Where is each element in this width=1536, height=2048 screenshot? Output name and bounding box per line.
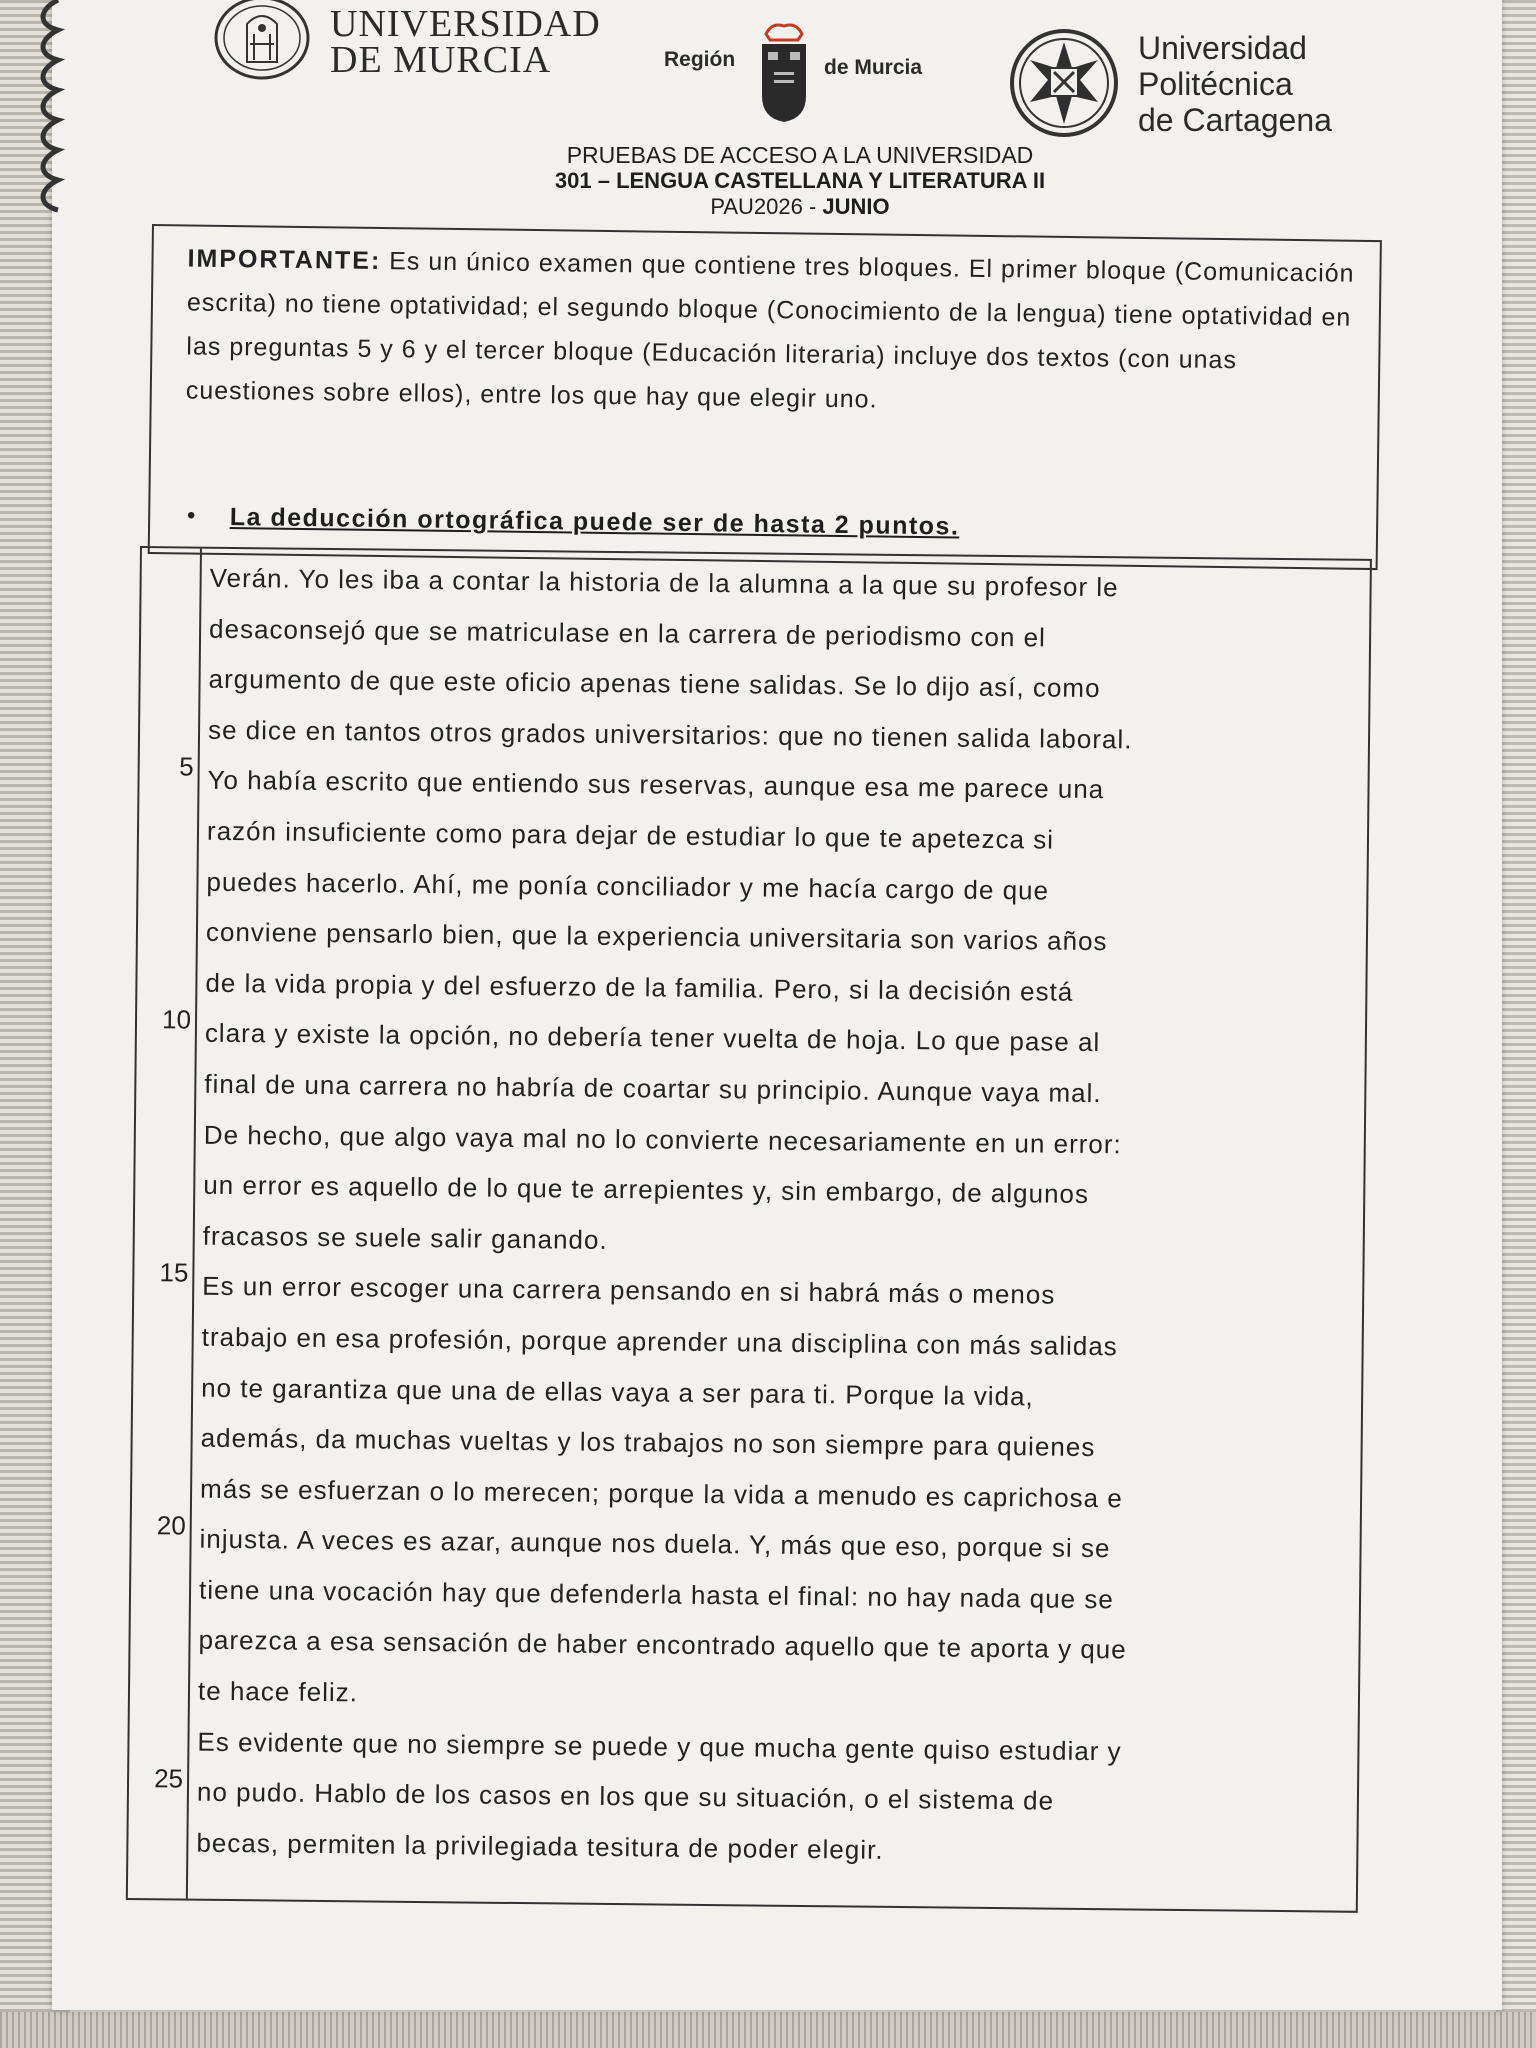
upct-name-line-3: de Cartagena [1138,102,1332,138]
deduction-note: La deducción ortográfica puede ser de hasta 2 puntos. [229,503,960,541]
upct-name-line-1: Universidad [1138,30,1307,66]
exam-subject: 301 – LENGUA CASTELLANA Y LITERATURA II [554,168,1046,193]
text-line: final de una carrera no habría de coartar su principio. Aunque vaya mal. [204,1068,1102,1109]
exam-code: PAU2026 - [710,194,823,219]
text-line: trabajo en esa profesión, porque aprender una disciplina con más salidas [201,1321,1118,1362]
um-name-line-1: UNIVERSIDAD [330,3,601,45]
text-line: más se esfuerzan o lo merecen; porque la vida a menudo es caprichosa e [199,1473,1123,1514]
text-line: Es evidente que no siempre se puede y que mucha gente quiso estudiar y [197,1726,1122,1767]
text-line: Es un error escoger una carrera pensando en si habrá más o menos [202,1271,1056,1310]
exam-session [380,194,1220,220]
university-murcia-seal-icon [212,0,312,86]
upct-logo-icon [1008,28,1120,138]
text-line: desaconsejó que se matriculase en la carrera de periodismo con el [208,613,1047,653]
line-number: 15 [159,1257,189,1288]
text-line: Yo había escrito que entiendo sus reservas, aunque esa me parece una [207,765,1105,805]
line-number: 25 [154,1763,184,1794]
text-line: De hecho, que algo vaya mal no lo convierte necesariamente en un error: [203,1119,1122,1159]
notebook-spiral [38,0,68,240]
line-number: 5 [179,751,194,782]
text-line: se dice en tantos otros grados universitarios: que no tienen salida laboral. [207,714,1133,755]
university-murcia-name [330,3,601,81]
text-line: parezca a esa sensación de haber encontrado aquello que te aporta y que [198,1625,1127,1665]
text-line: argumento de que este oficio apenas tiene salidas. Se lo dijo así, como [208,663,1101,704]
text-line: conviene pensarlo bien, que la experiencia universitaria son varios años [205,916,1108,957]
upct-name-line-2: Politécnica [1138,66,1293,102]
um-name-line-2: DE MURCIA [330,39,552,81]
text-line: becas, permiten la privilegiada tesitura de poder elegir. [196,1827,884,1865]
upct-name [1138,30,1332,138]
background-stripes-bottom [0,2012,1536,2048]
line-number: 10 [161,1004,192,1035]
reading-text [196,553,1360,1880]
reading-text-box [126,546,1372,1913]
important-text: Es un único examen que contiene tres bloques. El primer bloque (Comunicación escrita) no tiene optatividad; el segundo bloque (Conocimiento de la lengua) tiene optatividad en las preguntas 5 y 6 y el tercer bloque (Educación literaria) incluye dos textos (con unas cuestiones sobre ellos), entre los que hay que elegir uno. [185,247,1355,414]
text-line: además, da muchas vueltas y los trabajos no son siempre para quienes [200,1422,1096,1463]
region-murcia-shield-icon [754,18,814,124]
text-line: tiene una vocación hay que defenderla hasta el final: no hay nada que se [198,1574,1114,1615]
region-label-left: Región [664,48,736,71]
background-stripes-right [1496,0,1536,2048]
important-label: IMPORTANTE: [187,244,382,276]
text-line: no pudo. Hablo de los casos en los que su situación, o el sistema de [196,1776,1055,1816]
bullet-icon: • [187,502,196,529]
text-line: razón insuficiente como para dejar de estudiar lo que te apetezca si [206,815,1055,855]
text-line: clara y existe la opción, no debería tener vuelta de hoja. Lo que pase al [204,1018,1101,1058]
exam-title [380,142,1220,220]
text-line: de la vida propia y del esfuerzo de la familia. Pero, si la decisión está [205,967,1074,1007]
text-line: no te garantiza que una de ellas vaya a ser para ti. Porque la vida, [201,1372,1034,1411]
text-line: te hace feliz. [197,1675,359,1708]
exam-month: JUNIO [822,194,890,219]
text-line: puedes hacerlo. Ahí, me ponía conciliador y me hacía cargo de que [206,866,1050,906]
region-label-right: de Murcia [824,56,923,79]
line-number: 20 [156,1510,186,1541]
exam-title-line-1: PRUEBAS DE ACCESO A LA UNIVERSIDAD [566,142,1034,168]
text-line: un error es aquello de lo que te arrepientes y, sin embargo, de algunos [203,1169,1090,1210]
text-line: fracasos se suele salir ganando. [202,1220,608,1255]
text-line: Verán. Yo les iba a contar la historia de la alumna a la que su profesor le [209,562,1119,603]
text-line: injusta. A veces es azar, aunque nos duela. Y, más que eso, porque si se [199,1523,1111,1564]
